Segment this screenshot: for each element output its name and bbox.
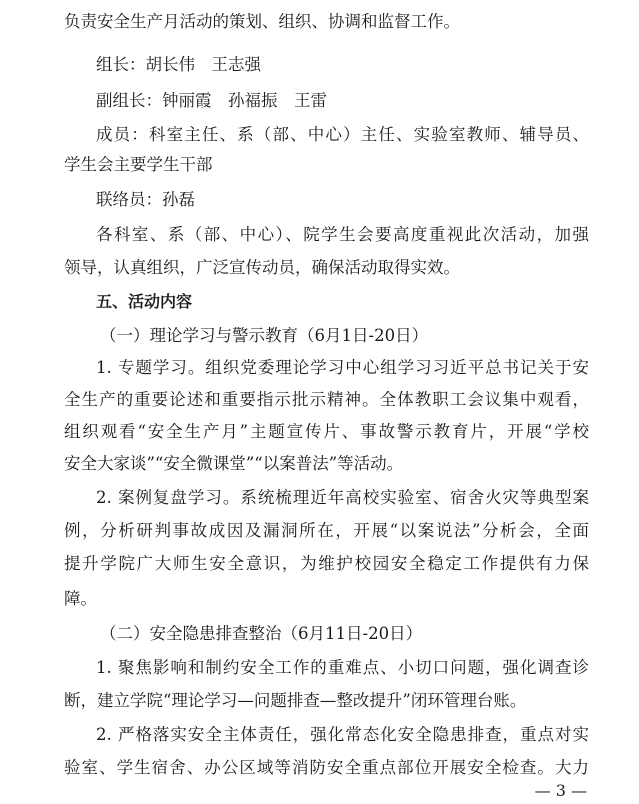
text-line-deputy-leader: 副组长：钟丽霞 孙福振 王雷 <box>96 91 327 110</box>
text-line: 1. 专题学习。组织党委理论学习中心组学习习近平总书记关于安 <box>96 358 589 377</box>
text-line-liaison: 联络员：孙磊 <box>96 190 195 209</box>
subsection-heading: （一）理论学习与警示教育（6月1日-20日） <box>100 326 429 345</box>
text-line: 学生会主要学生干部 <box>64 155 213 174</box>
text-line: 2. 严格落实安全主体责任，强化常态化安全隐患排查，重点对实 <box>96 725 589 744</box>
text-line: 1. 聚焦影响和制约安全工作的重难点、小切口问题，强化调查诊 <box>96 658 589 677</box>
subsection-heading: （二）安全隐患排查整治（6月11日-20日） <box>100 624 423 643</box>
text-line: 各科室、系（部、中心）、院学生会要高度重视此次活动，加强 <box>96 225 589 244</box>
text-line: 例，分析研判事故成因及漏洞所在，开展“以案说法”分析会，全面 <box>64 521 589 540</box>
text-line: 2. 案例复盘学习。系统梳理近年高校实验室、宿舍火灾等典型案 <box>96 488 589 507</box>
page-number: — 3 — <box>534 781 587 800</box>
section-heading: 五、活动内容 <box>96 292 193 311</box>
text-line: 全生产的重要论述和重要指示批示精神。全体教职工会议集中观看， <box>64 390 589 409</box>
text-line: 组织观看“安全生产月”主题宣传片、事故警示教育片，开展“学校 <box>64 422 589 441</box>
text-line: 障。 <box>64 589 97 608</box>
text-line-group-leader: 组长：胡长伟 王志强 <box>96 55 261 74</box>
text-line: 断，建立学院“理论学习—问题排查—整改提升”闭环管理台账。 <box>64 691 527 710</box>
text-line-members: 成员：科室主任、系（部、中心）主任、实验室教师、辅导员、 <box>96 125 589 144</box>
text-line: 负责安全生产月活动的策划、组织、协调和监督工作。 <box>64 12 460 31</box>
text-line: 验室、学生宿舍、办公区域等消防安全重点部位开展安全检查。大力 <box>64 758 589 777</box>
text-line: 领导，认真组织，广泛宣传动员，确保活动取得实效。 <box>64 258 460 277</box>
text-line: 安全大家谈”“安全微课堂”“以案普法”等活动。 <box>64 454 404 473</box>
text-line: 提升学院广大师生安全意识，为维护校园安全稳定工作提供有力保 <box>64 554 589 573</box>
